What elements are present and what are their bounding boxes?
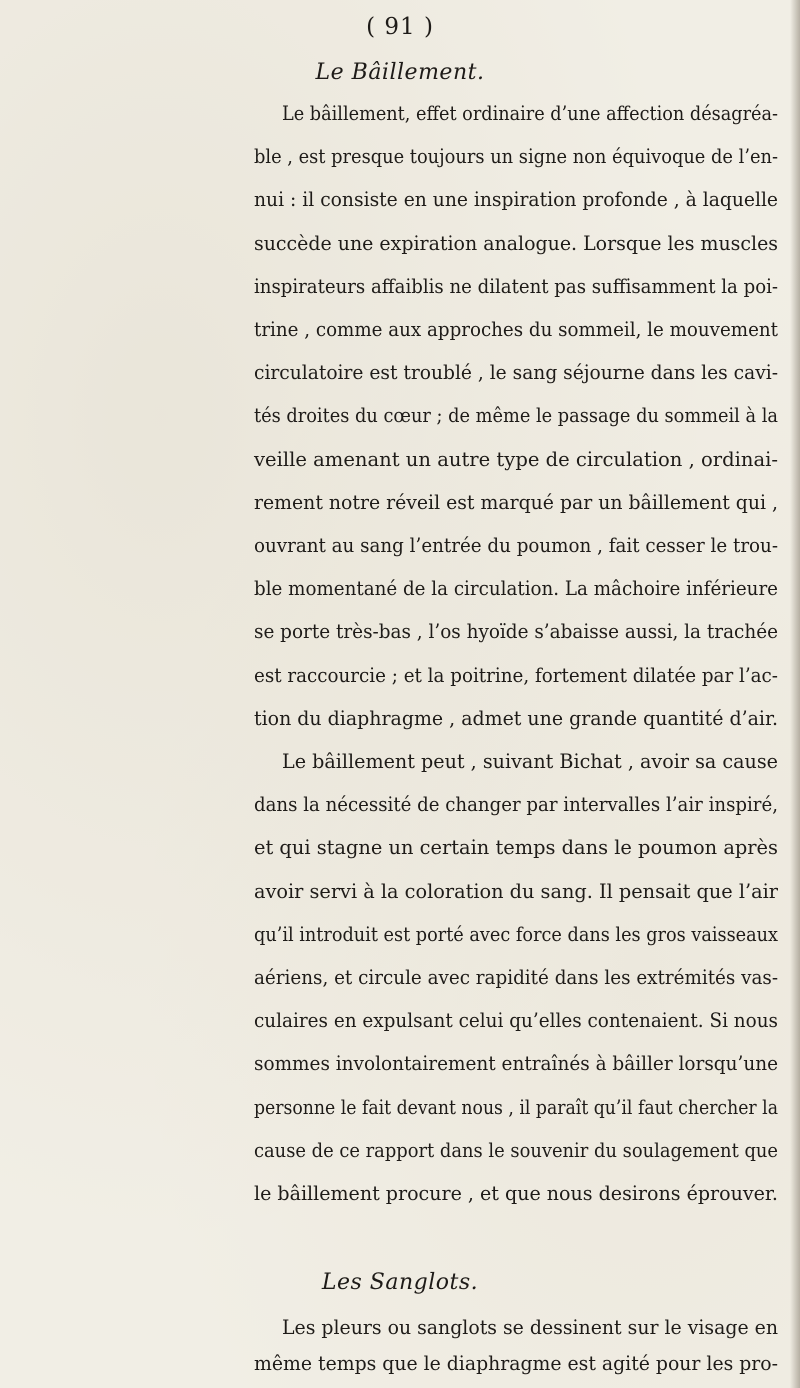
text-line xyxy=(254,1133,800,1167)
text-line-content: sommes involontairement entraînés à bâiller lorsqu’une xyxy=(254,1051,779,1076)
text-line xyxy=(254,442,800,476)
text-line xyxy=(254,528,800,562)
text-line-content: ouvrant au sang l’entrée du poumon , fait cesser le trou- xyxy=(254,533,779,557)
text-line-content: nui : il consiste en une inspiration profonde , à laquelle xyxy=(254,187,779,212)
text-line-content: cause de ce rapport dans le souvenir du soulagement que xyxy=(254,1137,778,1162)
text-line xyxy=(254,917,800,951)
text-line xyxy=(254,1090,800,1124)
text-line xyxy=(254,1046,800,1080)
text-line xyxy=(254,226,800,260)
text-line xyxy=(254,830,800,864)
text-line-content: aériens, et circule avec rapidité dans les extrémités vas- xyxy=(254,965,779,989)
section-heading-baillement: Le Bâillement. xyxy=(315,60,485,85)
text-line-content: le bâillement procure , et que nous desirons éprouver. xyxy=(254,1181,778,1205)
text-line xyxy=(254,182,800,216)
text-line-content: tion du diaphragme , admet une grande quantité d’air. xyxy=(254,705,778,730)
text-line xyxy=(254,355,800,389)
text-line-content: Le bâillement peut , suivant Bichat , avoir sa cause xyxy=(282,749,778,773)
page-number: ( 91 ) xyxy=(366,14,434,40)
text-line-content: est raccourcie ; et la poitrine, fortement dilatée par l’ac- xyxy=(254,662,778,687)
text-line xyxy=(254,1176,800,1210)
text-line-content: rement notre réveil est marqué par un bâillement qui , xyxy=(254,489,778,514)
text-line xyxy=(254,398,800,432)
text-line xyxy=(254,1003,800,1037)
text-line-content: personne le fait devant nous , il paraît qu’il faut chercher la xyxy=(254,1094,778,1119)
text-line xyxy=(282,96,800,130)
text-line-content: Les pleurs ou sanglots se dessinent sur le visage en xyxy=(282,1315,778,1339)
text-line xyxy=(282,744,800,778)
text-line-content: trine , comme aux approches du sommeil, le mouvement xyxy=(254,317,778,341)
text-line-content: ble momentané de la circulation. La mâchoire inférieure xyxy=(254,576,778,601)
text-line xyxy=(254,960,800,994)
text-line-content: même temps que le diaphragme est agité pour les pro- xyxy=(254,1351,779,1375)
text-line xyxy=(254,701,800,735)
text-line-content: inspirateurs affaiblis ne dilatent pas suffisamment la poi- xyxy=(254,273,779,298)
text-line-content: tés droites du cœur ; de même le passage du sommeil à la xyxy=(254,403,779,428)
text-line-content: se porte très-bas , l’os hyoïde s’abaisse aussi, la trachée xyxy=(254,619,778,644)
text-line-content: veille amenant un autre type de circulation , ordinai- xyxy=(254,446,779,471)
text-line-content: ble , est presque toujours un signe non équivoque de l’en- xyxy=(254,144,779,169)
text-line xyxy=(254,269,800,303)
text-line-content: avoir servi à la coloration du sang. Il pensait que l’air xyxy=(254,878,779,903)
section-heading-sanglots: Les Sanglots. xyxy=(321,1270,479,1295)
text-line-content: qu’il introduit est porté avec force dans les gros vaisseaux xyxy=(254,921,779,946)
text-line xyxy=(282,1310,800,1344)
text-line-content: circulatoire est troublé , le sang séjourne dans les cavi- xyxy=(254,360,779,385)
text-line-content: culaires en expulsant celui qu’elles contenaient. Si nous xyxy=(254,1008,779,1033)
text-line xyxy=(254,139,800,173)
text-line xyxy=(254,571,800,605)
text-line-content: et qui stagne un certain temps dans le poumon après xyxy=(254,835,778,860)
text-line xyxy=(254,874,800,908)
text-line xyxy=(254,658,800,692)
text-line xyxy=(254,787,800,821)
text-line-content: succède une expiration analogue. Lorsque les muscles xyxy=(254,230,779,255)
text-line-content: Le bâillement, effet ordinaire d’une affection désagréa- xyxy=(282,101,779,125)
text-line-content: dans la nécessité de changer par intervalles l’air inspiré, xyxy=(254,792,778,817)
text-line xyxy=(254,485,800,519)
text-line xyxy=(254,312,800,346)
text-line xyxy=(254,1346,800,1380)
text-line xyxy=(254,614,800,648)
